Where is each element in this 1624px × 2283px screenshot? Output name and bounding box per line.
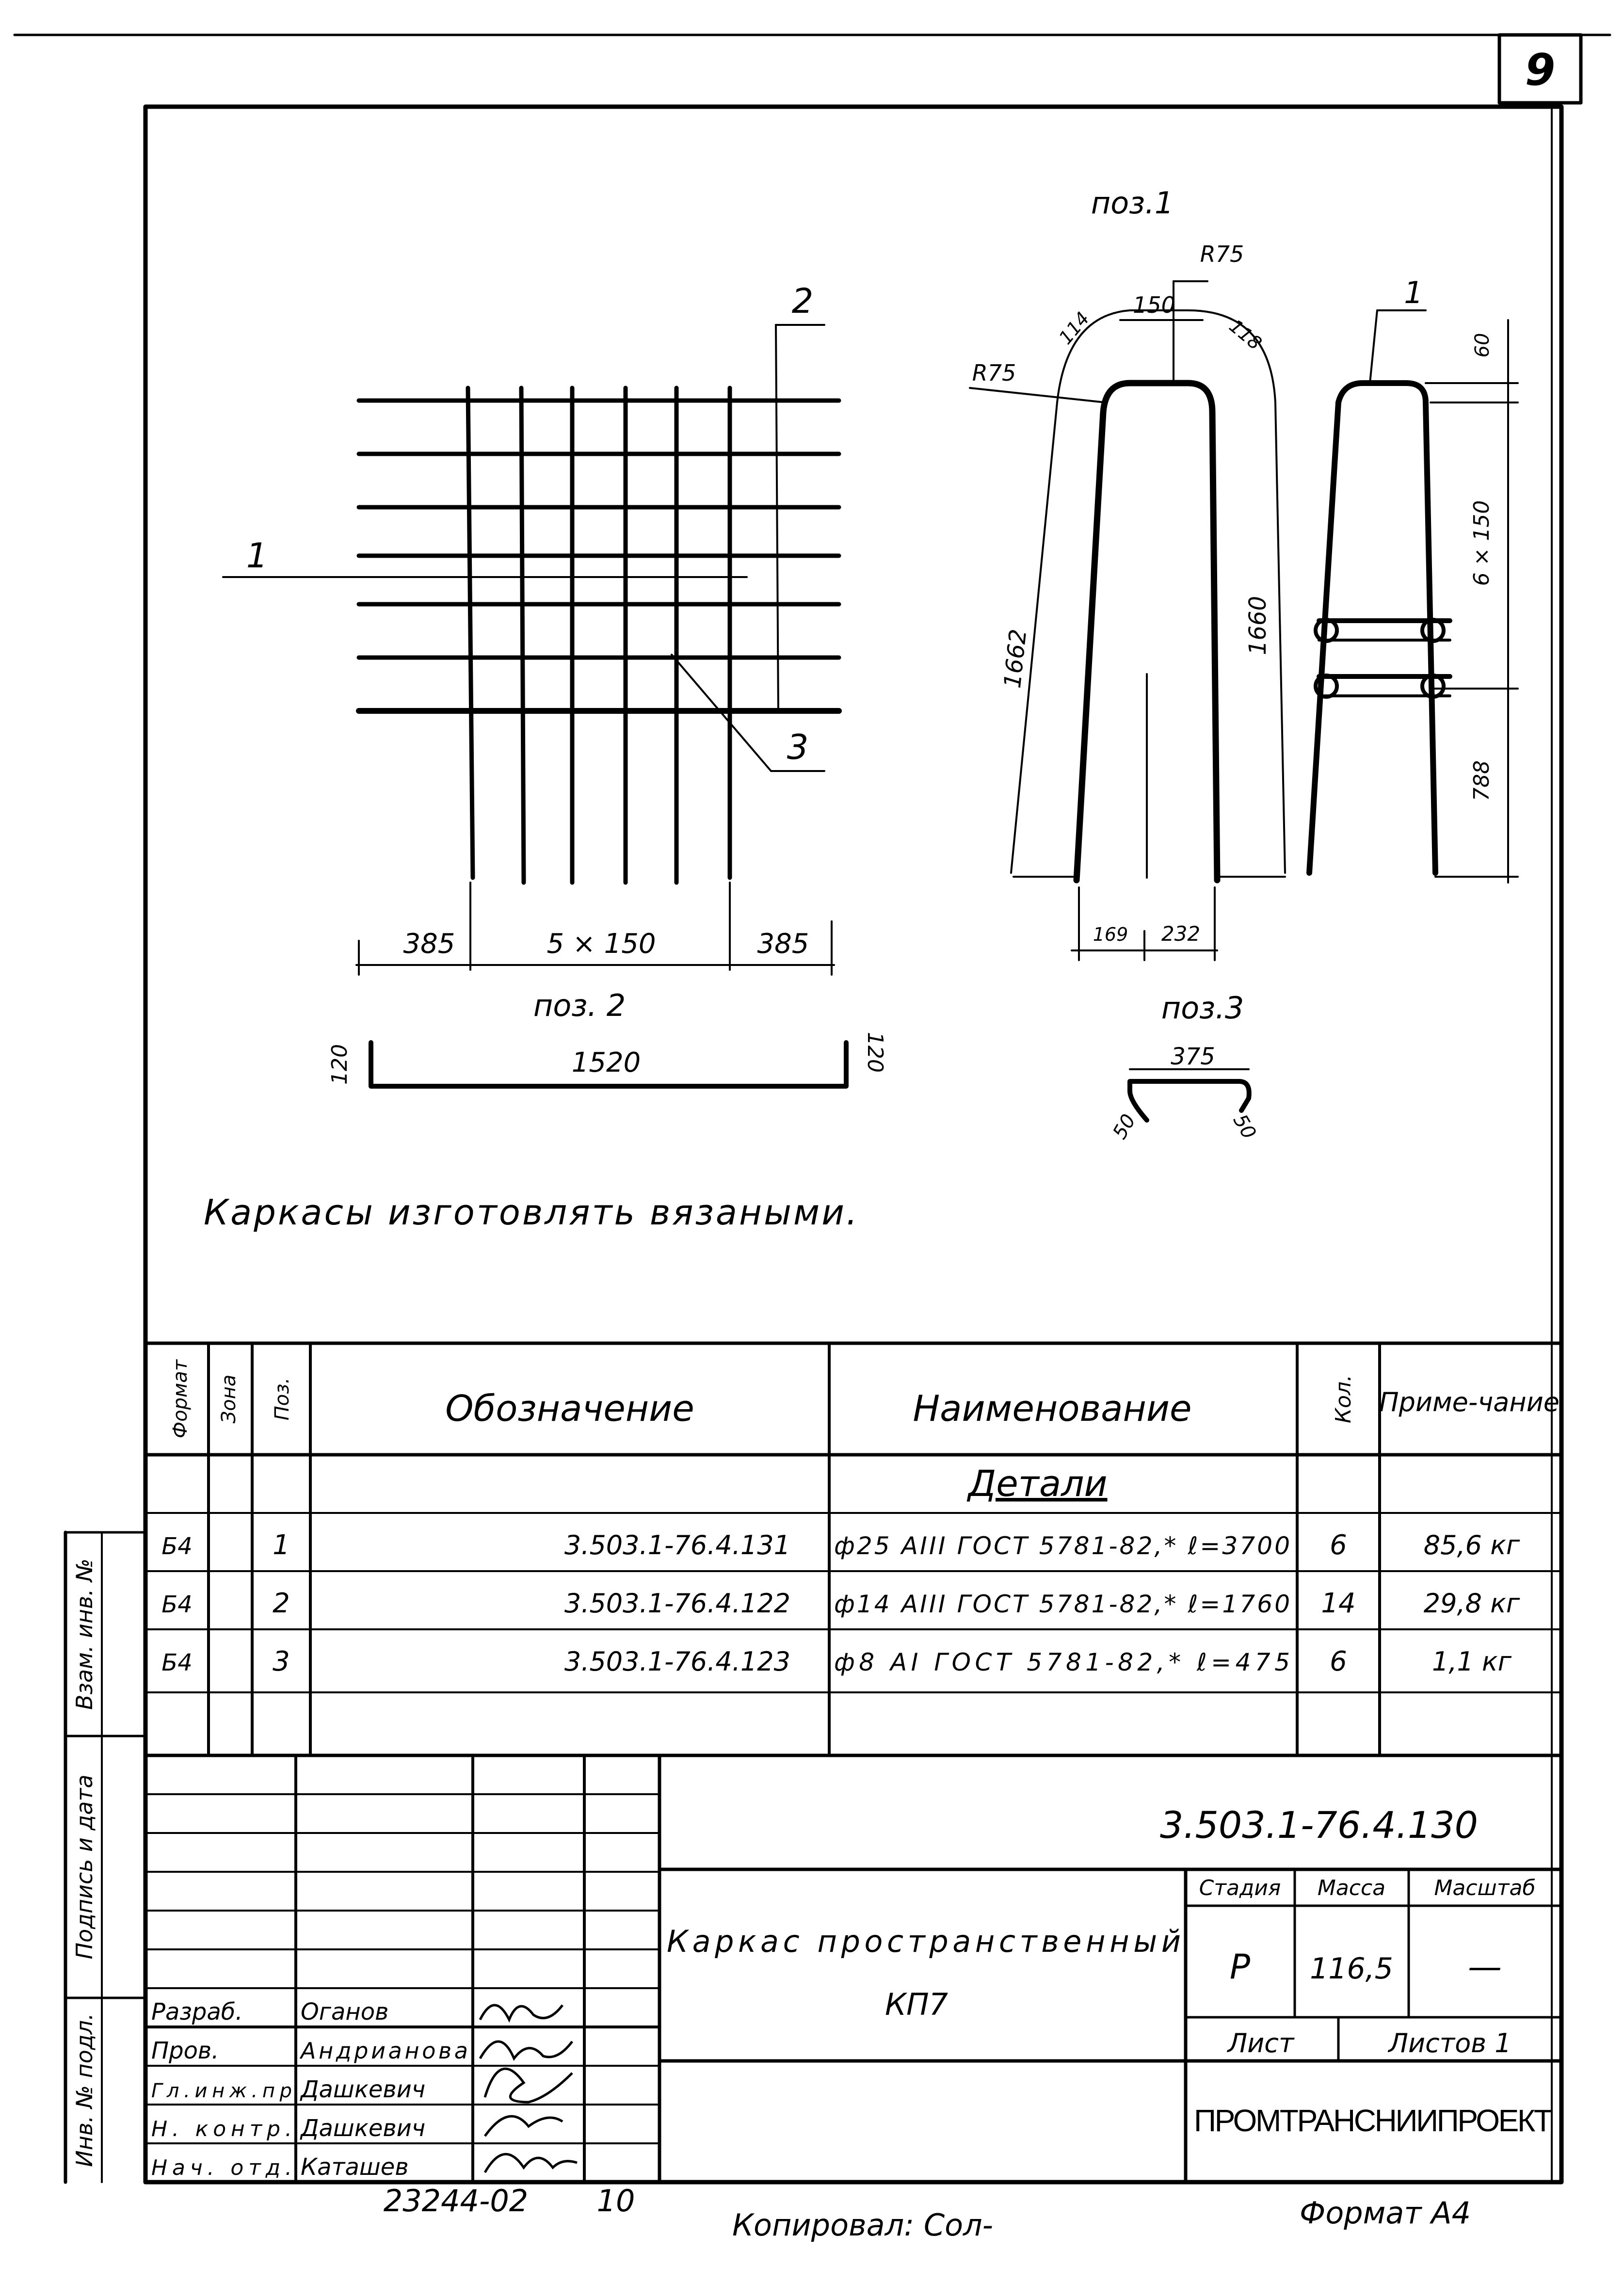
svg-text:3.503.1-76.4.131: 3.503.1-76.4.131	[564, 1530, 790, 1560]
svg-text:29,8 кг: 29,8 кг	[1423, 1588, 1520, 1619]
dim-pos1-arc-right: 118	[1225, 315, 1266, 354]
dim-pos2-length: 1520	[571, 1047, 641, 1078]
dim-side-top: 60	[1471, 333, 1494, 358]
svg-text:Б4: Б4	[161, 1649, 193, 1676]
pos2-label: поз. 2	[533, 988, 626, 1023]
dim-pos3-left-hook: 50	[1109, 1110, 1141, 1143]
table-row	[161, 1588, 1520, 1619]
dim-pos3-length: 375	[1171, 1043, 1215, 1070]
pos1-callout: 1	[1404, 275, 1423, 310]
dim-side-middle: 6 × 150	[1469, 500, 1494, 586]
dim-mesh-left: 385	[403, 928, 455, 960]
dim-pos1-right-leg: 1660	[1244, 595, 1271, 656]
callout-2: 2	[791, 281, 814, 321]
svg-text:ф14 АIII ГОСТ 5781-82,* ℓ=1760: ф14 АIII ГОСТ 5781-82,* ℓ=1760	[834, 1590, 1290, 1618]
svg-text:3: 3	[273, 1646, 290, 1677]
dim-pos1-arc-left: 114	[1054, 307, 1094, 349]
copied-by: Копировал: Сол-	[732, 2207, 994, 2243]
dim-pos1-r-top: R75	[1200, 241, 1244, 267]
sheet-format: Формат А4	[1300, 2195, 1471, 2231]
dim-pos3-right-hook: 50	[1228, 1110, 1260, 1143]
dim-pos1-top: 150	[1133, 292, 1175, 318]
svg-text:Пров.: Пров.	[151, 2037, 219, 2064]
callout-1: 1	[246, 536, 268, 576]
header-name: Наименование	[913, 1388, 1192, 1430]
section-title: Детали	[968, 1463, 1108, 1505]
header-qty: Кол.	[1331, 1374, 1356, 1424]
svg-text:Б4: Б4	[161, 1533, 193, 1560]
svg-text:1: 1	[273, 1529, 290, 1561]
pos1-label: поз.1	[1091, 185, 1174, 221]
drawing-title: Каркас пространственный	[667, 1924, 1181, 1959]
header-zone: Зона	[218, 1374, 240, 1424]
svg-text:Дашкевич: Дашкевич	[301, 2076, 426, 2103]
sheet-label: Лист	[1227, 2028, 1294, 2058]
callout-3: 3	[787, 727, 809, 767]
header-designation: Обозначение	[445, 1388, 694, 1430]
header-format: Формат	[169, 1359, 192, 1439]
dim-pos2-right-hook: 120	[863, 1032, 887, 1073]
svg-text:Каташев: Каташев	[301, 2154, 409, 2181]
svg-text:ф8 АI ГОСТ 5781-82,* ℓ=475: ф8 АI ГОСТ 5781-82,* ℓ=475	[834, 1648, 1290, 1676]
mass-label: Масса	[1317, 1876, 1386, 1900]
signature-scribbles	[480, 2005, 577, 2172]
svg-text:Гл.инж.пр: Гл.инж.пр	[151, 2080, 292, 2102]
margin-inv: Инв. № подл.	[71, 2013, 97, 2167]
svg-text:Дашкевич: Дашкевич	[301, 2115, 426, 2142]
dim-pos1-r-left: R75	[972, 360, 1016, 386]
fabrication-note: Каркасы изготовлять вязаными.	[204, 1192, 859, 1233]
svg-text:6: 6	[1330, 1646, 1347, 1677]
dim-pos2-left-hook: 120	[327, 1044, 352, 1085]
margin-podpis: Подпись и дата	[71, 1774, 97, 1960]
mass-value: 116,5	[1310, 1952, 1393, 1986]
table-row	[161, 1646, 1511, 1677]
svg-text:Разраб.: Разраб.	[151, 1998, 243, 2026]
svg-text:Б4: Б4	[161, 1591, 193, 1618]
dim-side-bottom: 788	[1469, 760, 1494, 801]
dim-pos1-bottom-right: 232	[1161, 922, 1201, 946]
svg-text:Оганов: Оганов	[301, 1998, 389, 2026]
svg-text:Нач. отд.: Нач. отд.	[151, 2155, 292, 2180]
dim-mesh-right: 385	[757, 928, 809, 960]
svg-text:14: 14	[1321, 1588, 1356, 1619]
inventory-number: 23244-02	[383, 2183, 529, 2219]
drawing-subtitle: КП7	[884, 1987, 949, 2022]
scale-label: Масштаб	[1434, 1876, 1536, 1900]
sheets-label: Листов 1	[1388, 2028, 1511, 2058]
margin-vzam: Взам. инв. №	[71, 1558, 97, 1710]
dim-mesh-middle: 5 × 150	[547, 928, 656, 960]
stage-value: Р	[1229, 1947, 1251, 1987]
svg-text:85,6 кг: 85,6 кг	[1423, 1530, 1520, 1560]
svg-text:2: 2	[273, 1588, 290, 1619]
dim-pos1-bottom-left: 169	[1093, 924, 1128, 945]
mesh-drawing	[359, 388, 839, 883]
sheet-number: 9	[1525, 45, 1556, 96]
header-pos: Поз.	[271, 1377, 293, 1421]
svg-text:3.503.1-76.4.122: 3.503.1-76.4.122	[564, 1588, 790, 1619]
footer-sheet-count: 10	[596, 2183, 635, 2219]
stage-label: Стадия	[1199, 1876, 1281, 1900]
pos1-drawing	[970, 281, 1285, 960]
scale-value: —	[1468, 1947, 1502, 1987]
svg-text:1,1 кг: 1,1 кг	[1431, 1646, 1512, 1677]
pos3-bar	[1130, 1081, 1249, 1120]
svg-text:6: 6	[1330, 1529, 1347, 1561]
svg-text:3.503.1-76.4.123: 3.503.1-76.4.123	[564, 1646, 790, 1677]
doc-number: 3.503.1-76.4.130	[1160, 1803, 1478, 1847]
dim-pos1-left-leg: 1662	[998, 627, 1032, 690]
svg-text:Андрианова: Андрианова	[301, 2038, 468, 2064]
pos3-label: поз.3	[1161, 990, 1244, 1026]
header-note: Приме-чание	[1379, 1387, 1560, 1417]
table-row	[161, 1529, 1520, 1561]
svg-text:ф25 АIII ГОСТ 5781-82,* ℓ=3700: ф25 АIII ГОСТ 5781-82,* ℓ=3700	[834, 1532, 1290, 1560]
organization-name: ПРОМТРАНСНИИПРОЕКТ	[1194, 2103, 1553, 2138]
svg-text:Н. контр.: Н. контр.	[151, 2117, 292, 2141]
